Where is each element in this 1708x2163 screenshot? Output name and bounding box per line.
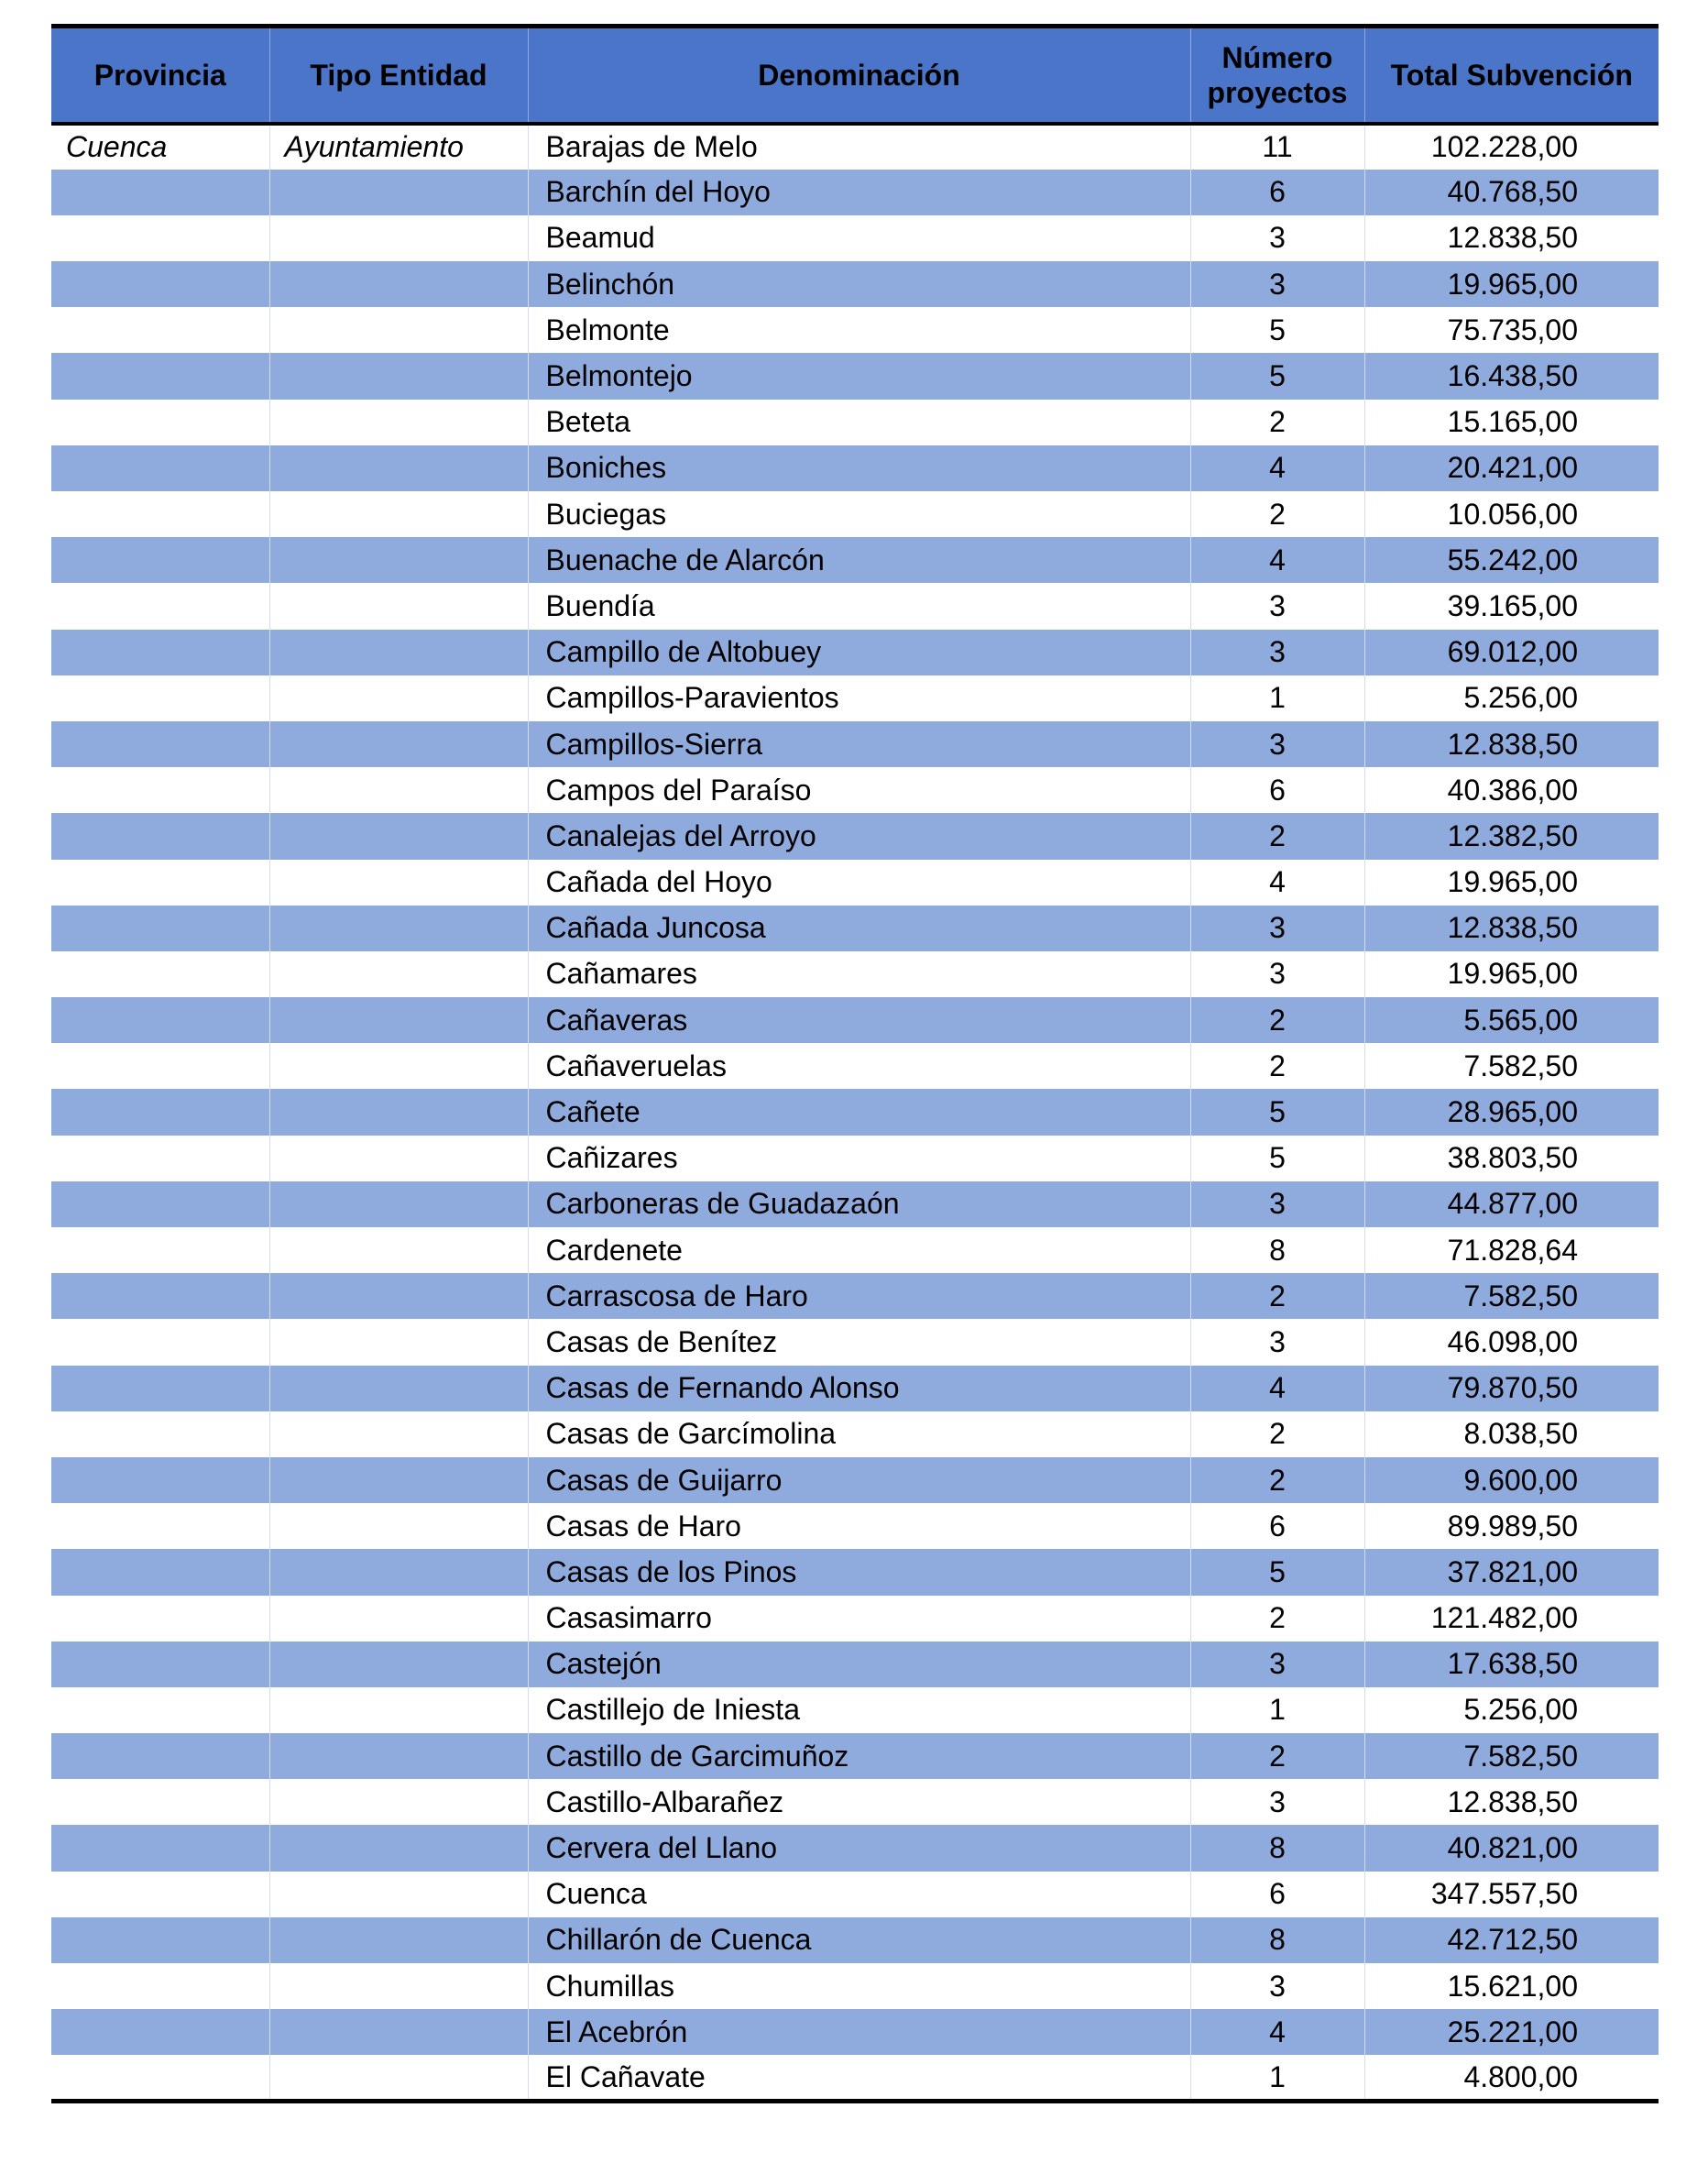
cell-tipo-entidad — [269, 1043, 528, 1089]
cell-provincia — [51, 1549, 269, 1595]
cell-tipo-entidad — [269, 1872, 528, 1917]
cell-tipo-entidad — [269, 1319, 528, 1365]
cell-total-subvencion: 17.638,50 — [1364, 1641, 1659, 1687]
table-row — [51, 1366, 1659, 1411]
table-header-row — [51, 27, 1659, 124]
cell-denominacion: Cañada del Hoyo — [528, 860, 1190, 906]
table-row — [51, 906, 1659, 951]
cell-total-subvencion: 46.098,00 — [1364, 1319, 1659, 1365]
cell-total-subvencion: 16.438,50 — [1364, 353, 1659, 399]
table-row — [51, 2055, 1659, 2101]
cell-total-subvencion: 40.821,00 — [1364, 1825, 1659, 1871]
header-total-subvencion: Total Subvención — [1364, 27, 1659, 124]
cell-total-subvencion: 69.012,00 — [1364, 630, 1659, 675]
table-row — [51, 491, 1659, 537]
cell-total-subvencion: 8.038,50 — [1364, 1411, 1659, 1457]
cell-denominacion: Castillo de Garcimuñoz — [528, 1733, 1190, 1779]
cell-total-subvencion: 38.803,50 — [1364, 1136, 1659, 1181]
cell-denominacion: Chillarón de Cuenca — [528, 1917, 1190, 1963]
cell-numero-proyectos: 3 — [1190, 1963, 1364, 2009]
cell-provincia — [51, 1872, 269, 1917]
table-row — [51, 1457, 1659, 1503]
cell-total-subvencion: 5.256,00 — [1364, 1687, 1659, 1733]
cell-total-subvencion: 12.838,50 — [1364, 906, 1659, 951]
cell-provincia — [51, 1963, 269, 2009]
cell-provincia — [51, 170, 269, 215]
cell-total-subvencion: 25.221,00 — [1364, 2009, 1659, 2055]
cell-provincia — [51, 860, 269, 906]
cell-total-subvencion: 12.838,50 — [1364, 721, 1659, 767]
cell-numero-proyectos: 3 — [1190, 630, 1364, 675]
cell-denominacion: Casas de Haro — [528, 1503, 1190, 1549]
cell-provincia — [51, 675, 269, 721]
cell-denominacion: Carboneras de Guadazaón — [528, 1181, 1190, 1227]
cell-provincia — [51, 1641, 269, 1687]
cell-numero-proyectos: 3 — [1190, 1779, 1364, 1825]
cell-provincia — [51, 630, 269, 675]
cell-tipo-entidad — [269, 1596, 528, 1641]
cell-tipo-entidad — [269, 583, 528, 629]
cell-total-subvencion: 5.565,00 — [1364, 997, 1659, 1043]
table-row — [51, 170, 1659, 215]
cell-provincia — [51, 583, 269, 629]
cell-denominacion: Campos del Paraíso — [528, 767, 1190, 813]
cell-numero-proyectos: 2 — [1190, 997, 1364, 1043]
cell-numero-proyectos: 5 — [1190, 1089, 1364, 1135]
table-row — [51, 1411, 1659, 1457]
cell-total-subvencion: 40.768,50 — [1364, 170, 1659, 215]
cell-provincia — [51, 400, 269, 445]
table-row — [51, 1503, 1659, 1549]
cell-tipo-entidad — [269, 1503, 528, 1549]
cell-total-subvencion: 19.965,00 — [1364, 951, 1659, 997]
cell-provincia — [51, 1181, 269, 1227]
cell-numero-proyectos: 2 — [1190, 1043, 1364, 1089]
cell-denominacion: Buendía — [528, 583, 1190, 629]
cell-provincia: Cuenca — [51, 124, 269, 170]
cell-numero-proyectos: 4 — [1190, 445, 1364, 491]
cell-denominacion: El Cañavate — [528, 2055, 1190, 2101]
cell-numero-proyectos: 11 — [1190, 124, 1364, 170]
cell-numero-proyectos: 3 — [1190, 261, 1364, 307]
cell-numero-proyectos: 2 — [1190, 1457, 1364, 1503]
cell-total-subvencion: 7.582,50 — [1364, 1733, 1659, 1779]
cell-numero-proyectos: 2 — [1190, 1733, 1364, 1779]
table-row — [51, 1596, 1659, 1641]
cell-total-subvencion: 7.582,50 — [1364, 1273, 1659, 1319]
cell-numero-proyectos: 2 — [1190, 1273, 1364, 1319]
table-row — [51, 675, 1659, 721]
cell-provincia — [51, 1779, 269, 1825]
header-numero-proyectos: Número proyectos — [1190, 27, 1364, 124]
cell-tipo-entidad — [269, 2055, 528, 2101]
table-row — [51, 1733, 1659, 1779]
cell-denominacion: Campillos-Paravientos — [528, 675, 1190, 721]
table-row — [51, 1181, 1659, 1227]
cell-denominacion: Buenache de Alarcón — [528, 537, 1190, 583]
header-denominacion: Denominación — [528, 27, 1190, 124]
cell-tipo-entidad — [269, 353, 528, 399]
cell-denominacion: Boniches — [528, 445, 1190, 491]
cell-denominacion: Castillejo de Iniesta — [528, 1687, 1190, 1733]
cell-total-subvencion: 12.838,50 — [1364, 1779, 1659, 1825]
cell-denominacion: Castillo-Albarañez — [528, 1779, 1190, 1825]
cell-numero-proyectos: 3 — [1190, 906, 1364, 951]
cell-provincia — [51, 997, 269, 1043]
cell-numero-proyectos: 6 — [1190, 170, 1364, 215]
table-row — [51, 951, 1659, 997]
cell-numero-proyectos: 6 — [1190, 1503, 1364, 1549]
cell-numero-proyectos: 3 — [1190, 951, 1364, 997]
cell-provincia — [51, 1366, 269, 1411]
cell-numero-proyectos: 2 — [1190, 1596, 1364, 1641]
cell-provincia — [51, 2009, 269, 2055]
cell-numero-proyectos: 1 — [1190, 675, 1364, 721]
cell-numero-proyectos: 6 — [1190, 1872, 1364, 1917]
cell-numero-proyectos: 3 — [1190, 1319, 1364, 1365]
cell-numero-proyectos: 3 — [1190, 1181, 1364, 1227]
cell-denominacion: Casasimarro — [528, 1596, 1190, 1641]
cell-denominacion: Cañaveras — [528, 997, 1190, 1043]
table-row — [51, 1549, 1659, 1595]
cell-numero-proyectos: 5 — [1190, 307, 1364, 353]
cell-numero-proyectos: 2 — [1190, 813, 1364, 859]
cell-total-subvencion: 75.735,00 — [1364, 307, 1659, 353]
cell-tipo-entidad — [269, 1366, 528, 1411]
cell-numero-proyectos: 8 — [1190, 1227, 1364, 1273]
cell-total-subvencion: 71.828,64 — [1364, 1227, 1659, 1273]
cell-denominacion: Cañada Juncosa — [528, 906, 1190, 951]
cell-numero-proyectos: 8 — [1190, 1917, 1364, 1963]
cell-denominacion: Belmonte — [528, 307, 1190, 353]
cell-tipo-entidad — [269, 1825, 528, 1871]
cell-total-subvencion: 44.877,00 — [1364, 1181, 1659, 1227]
cell-provincia — [51, 307, 269, 353]
cell-total-subvencion: 7.582,50 — [1364, 1043, 1659, 1089]
cell-tipo-entidad — [269, 215, 528, 261]
cell-provincia — [51, 261, 269, 307]
subsidy-table-container — [51, 24, 1659, 2103]
cell-provincia — [51, 1319, 269, 1365]
cell-tipo-entidad — [269, 630, 528, 675]
table-body — [51, 124, 1659, 2102]
table-row — [51, 997, 1659, 1043]
cell-tipo-entidad — [269, 1089, 528, 1135]
table-row — [51, 860, 1659, 906]
cell-numero-proyectos: 5 — [1190, 1136, 1364, 1181]
table-row — [51, 1043, 1659, 1089]
cell-denominacion: Barajas de Melo — [528, 124, 1190, 170]
cell-denominacion: Buciegas — [528, 491, 1190, 537]
cell-denominacion: Beteta — [528, 400, 1190, 445]
cell-total-subvencion: 102.228,00 — [1364, 124, 1659, 170]
cell-tipo-entidad — [269, 721, 528, 767]
header-provincia: Provincia — [51, 27, 269, 124]
cell-provincia — [51, 1596, 269, 1641]
cell-tipo-entidad — [269, 813, 528, 859]
cell-numero-proyectos: 4 — [1190, 1366, 1364, 1411]
cell-denominacion: Cardenete — [528, 1227, 1190, 1273]
table-row — [51, 1779, 1659, 1825]
cell-total-subvencion: 12.382,50 — [1364, 813, 1659, 859]
cell-tipo-entidad — [269, 675, 528, 721]
cell-provincia — [51, 1457, 269, 1503]
table-row — [51, 1273, 1659, 1319]
table-row — [51, 1963, 1659, 2009]
cell-provincia — [51, 767, 269, 813]
cell-total-subvencion: 79.870,50 — [1364, 1366, 1659, 1411]
cell-tipo-entidad — [269, 445, 528, 491]
cell-provincia — [51, 353, 269, 399]
cell-total-subvencion: 15.165,00 — [1364, 400, 1659, 445]
cell-tipo-entidad — [269, 1641, 528, 1687]
cell-numero-proyectos: 4 — [1190, 860, 1364, 906]
cell-denominacion: Canalejas del Arroyo — [528, 813, 1190, 859]
cell-tipo-entidad — [269, 1963, 528, 2009]
cell-tipo-entidad — [269, 491, 528, 537]
cell-total-subvencion: 89.989,50 — [1364, 1503, 1659, 1549]
cell-numero-proyectos: 1 — [1190, 2055, 1364, 2101]
table-row — [51, 307, 1659, 353]
cell-tipo-entidad: Ayuntamiento — [269, 124, 528, 170]
cell-provincia — [51, 537, 269, 583]
table-row — [51, 1089, 1659, 1135]
cell-tipo-entidad — [269, 400, 528, 445]
cell-total-subvencion: 19.965,00 — [1364, 860, 1659, 906]
cell-total-subvencion: 28.965,00 — [1364, 1089, 1659, 1135]
cell-denominacion: Campillo de Altobuey — [528, 630, 1190, 675]
cell-numero-proyectos: 3 — [1190, 721, 1364, 767]
cell-provincia — [51, 1411, 269, 1457]
cell-provincia — [51, 1227, 269, 1273]
cell-tipo-entidad — [269, 537, 528, 583]
cell-provincia — [51, 491, 269, 537]
cell-total-subvencion: 55.242,00 — [1364, 537, 1659, 583]
table-row — [51, 630, 1659, 675]
cell-provincia — [51, 1273, 269, 1319]
cell-denominacion: Carrascosa de Haro — [528, 1273, 1190, 1319]
cell-total-subvencion: 40.386,00 — [1364, 767, 1659, 813]
cell-denominacion: Casas de los Pinos — [528, 1549, 1190, 1595]
table-row — [51, 1641, 1659, 1687]
cell-tipo-entidad — [269, 1549, 528, 1595]
cell-denominacion: Casas de Benítez — [528, 1319, 1190, 1365]
table-row — [51, 445, 1659, 491]
header-tipo-entidad: Tipo Entidad — [269, 27, 528, 124]
cell-denominacion: Belmontejo — [528, 353, 1190, 399]
cell-total-subvencion: 10.056,00 — [1364, 491, 1659, 537]
table-row — [51, 1872, 1659, 1917]
cell-total-subvencion: 19.965,00 — [1364, 261, 1659, 307]
cell-numero-proyectos: 2 — [1190, 1411, 1364, 1457]
cell-denominacion: Campillos-Sierra — [528, 721, 1190, 767]
cell-total-subvencion: 39.165,00 — [1364, 583, 1659, 629]
cell-provincia — [51, 1917, 269, 1963]
cell-numero-proyectos: 8 — [1190, 1825, 1364, 1871]
cell-tipo-entidad — [269, 1917, 528, 1963]
cell-numero-proyectos: 3 — [1190, 1641, 1364, 1687]
cell-tipo-entidad — [269, 1733, 528, 1779]
cell-tipo-entidad — [269, 1411, 528, 1457]
cell-provincia — [51, 1503, 269, 1549]
cell-tipo-entidad — [269, 997, 528, 1043]
cell-provincia — [51, 1733, 269, 1779]
table-row — [51, 261, 1659, 307]
table-row — [51, 1136, 1659, 1181]
cell-provincia — [51, 1089, 269, 1135]
cell-total-subvencion: 121.482,00 — [1364, 1596, 1659, 1641]
table-row — [51, 1687, 1659, 1733]
cell-tipo-entidad — [269, 1457, 528, 1503]
cell-provincia — [51, 813, 269, 859]
cell-tipo-entidad — [269, 1181, 528, 1227]
cell-denominacion: Cuenca — [528, 1872, 1190, 1917]
cell-tipo-entidad — [269, 1136, 528, 1181]
cell-tipo-entidad — [269, 307, 528, 353]
table-row — [51, 124, 1659, 170]
cell-denominacion: Cervera del Llano — [528, 1825, 1190, 1871]
cell-denominacion: Cañizares — [528, 1136, 1190, 1181]
table-row — [51, 1917, 1659, 1963]
cell-numero-proyectos: 5 — [1190, 353, 1364, 399]
cell-denominacion: Casas de Fernando Alonso — [528, 1366, 1190, 1411]
cell-tipo-entidad — [269, 1779, 528, 1825]
cell-numero-proyectos: 3 — [1190, 215, 1364, 261]
cell-provincia — [51, 721, 269, 767]
table-row — [51, 400, 1659, 445]
cell-tipo-entidad — [269, 261, 528, 307]
cell-total-subvencion: 20.421,00 — [1364, 445, 1659, 491]
cell-denominacion: Chumillas — [528, 1963, 1190, 2009]
cell-tipo-entidad — [269, 860, 528, 906]
cell-denominacion: Cañete — [528, 1089, 1190, 1135]
cell-provincia — [51, 1687, 269, 1733]
cell-numero-proyectos: 2 — [1190, 491, 1364, 537]
cell-numero-proyectos: 4 — [1190, 2009, 1364, 2055]
cell-numero-proyectos: 2 — [1190, 400, 1364, 445]
cell-total-subvencion: 347.557,50 — [1364, 1872, 1659, 1917]
cell-denominacion: El Acebrón — [528, 2009, 1190, 2055]
cell-provincia — [51, 951, 269, 997]
table-row — [51, 353, 1659, 399]
cell-provincia — [51, 2055, 269, 2101]
table-row — [51, 537, 1659, 583]
cell-total-subvencion: 5.256,00 — [1364, 675, 1659, 721]
table-row — [51, 583, 1659, 629]
cell-tipo-entidad — [269, 1273, 528, 1319]
cell-total-subvencion: 15.621,00 — [1364, 1963, 1659, 2009]
cell-provincia — [51, 1136, 269, 1181]
cell-provincia — [51, 1825, 269, 1871]
cell-tipo-entidad — [269, 1687, 528, 1733]
cell-numero-proyectos: 3 — [1190, 583, 1364, 629]
table-row — [51, 813, 1659, 859]
subsidy-table — [51, 24, 1659, 2103]
cell-denominacion: Castejón — [528, 1641, 1190, 1687]
cell-denominacion: Barchín del Hoyo — [528, 170, 1190, 215]
cell-denominacion: Casas de Garcímolina — [528, 1411, 1190, 1457]
table-row — [51, 215, 1659, 261]
cell-total-subvencion: 9.600,00 — [1364, 1457, 1659, 1503]
table-row — [51, 721, 1659, 767]
cell-total-subvencion: 42.712,50 — [1364, 1917, 1659, 1963]
table-row — [51, 767, 1659, 813]
cell-denominacion: Cañaveruelas — [528, 1043, 1190, 1089]
cell-denominacion: Cañamares — [528, 951, 1190, 997]
cell-total-subvencion: 12.838,50 — [1364, 215, 1659, 261]
cell-provincia — [51, 1043, 269, 1089]
cell-tipo-entidad — [269, 170, 528, 215]
cell-numero-proyectos: 4 — [1190, 537, 1364, 583]
cell-provincia — [51, 906, 269, 951]
cell-total-subvencion: 4.800,00 — [1364, 2055, 1659, 2101]
cell-total-subvencion: 37.821,00 — [1364, 1549, 1659, 1595]
cell-tipo-entidad — [269, 767, 528, 813]
cell-denominacion: Casas de Guijarro — [528, 1457, 1190, 1503]
cell-numero-proyectos: 6 — [1190, 767, 1364, 813]
cell-numero-proyectos: 5 — [1190, 1549, 1364, 1595]
cell-provincia — [51, 215, 269, 261]
cell-tipo-entidad — [269, 2009, 528, 2055]
table-row — [51, 2009, 1659, 2055]
table-row — [51, 1319, 1659, 1365]
cell-denominacion: Beamud — [528, 215, 1190, 261]
cell-numero-proyectos: 1 — [1190, 1687, 1364, 1733]
cell-tipo-entidad — [269, 1227, 528, 1273]
cell-tipo-entidad — [269, 951, 528, 997]
cell-tipo-entidad — [269, 906, 528, 951]
cell-provincia — [51, 445, 269, 491]
cell-denominacion: Belinchón — [528, 261, 1190, 307]
table-row — [51, 1825, 1659, 1871]
table-row — [51, 1227, 1659, 1273]
